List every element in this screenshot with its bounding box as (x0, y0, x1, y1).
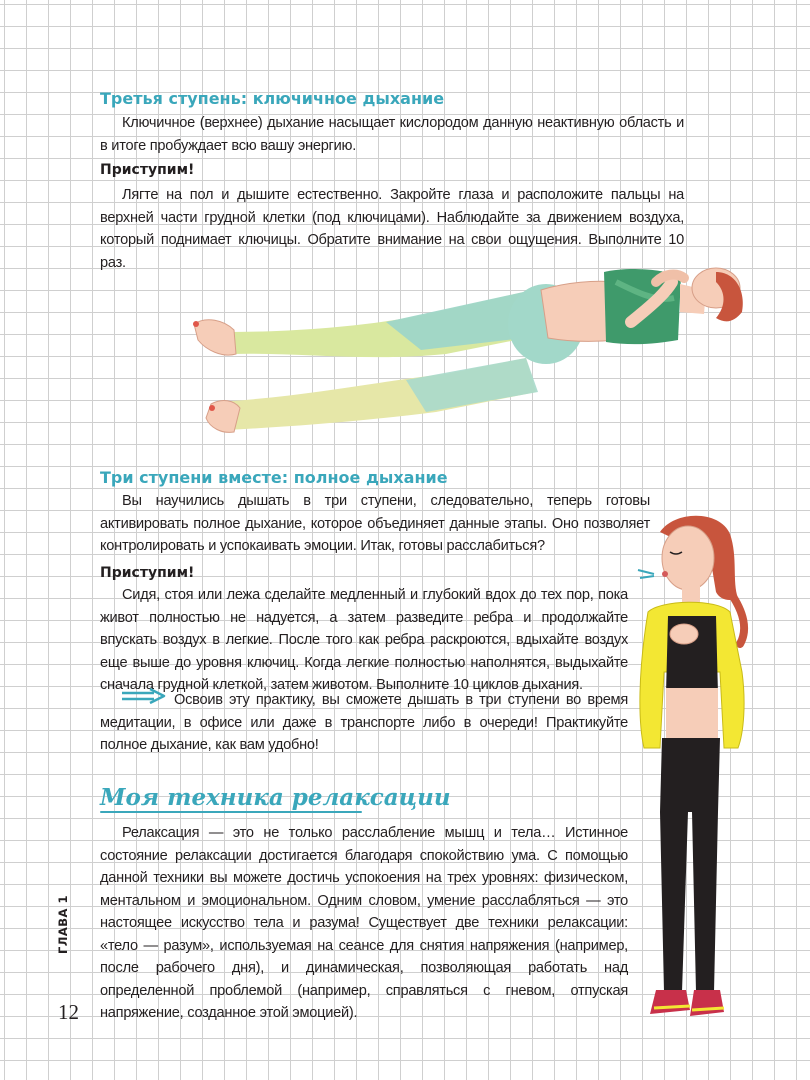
paragraph-full-breathing-intro: Вы научились дышать в три ступени, следовательно, теперь готовы активировать полное дыхание, которое объединяет данные этапы. Оно позволяет контролировать и успокаивать эмоции. Итак, готовы расслабиться? (100, 493, 650, 554)
paragraph-clavicular-intro: Ключичное (верхнее) дыхание насыщает кислородом данную неактивную область и в итоге пробуждает всю вашу энергию. (100, 115, 684, 154)
tip-paragraph: Освоив эту практику, вы сможете дышать в три ступени во время медитации, в офисе или даже в транспорте либо в очереди! Практикуйте полное дыхание, как вам удобно! (100, 692, 628, 753)
section-heading-full-breathing: Три ступени вместе: полное дыхание (100, 468, 448, 487)
paragraph-full-breathing-instructions: Сидя, стоя или лежа сделайте медленный и глубокий вдох до тех пор, пока живот полностью не надуется, а затем разведите ребра и продолжайте впускать воздух в легкие. После того как ребра раскроются, вдыхайте воздух еще выше до уровня ключиц. Когда легкие полностью наполнятся, выдыхайте сначала грудной клеткой, затем животом. Выполните 10 циклов дыхания. (100, 587, 628, 693)
page-number: 12 (58, 1000, 79, 1024)
subheading-lets-start-1: Приступим! (100, 162, 195, 178)
lying-woman-illustration (186, 262, 746, 442)
paragraph-clavicular-instructions: Лягте на пол и дышите естественно. Закройте глаза и расположите пальцы на верхней части грудной клетки (под ключицами). Наблюдайте за движением воздуха, который поднимает ключицы. Обратите внимание на свои ощущения. Выполните 10 раз. (100, 187, 684, 271)
title-underline (100, 811, 362, 813)
section-heading-clavicular: Третья ступень: ключичное дыхание (100, 89, 445, 108)
chapter-label: ГЛАВА 1 (56, 895, 70, 954)
script-title-relaxation: Моя техника релаксации (100, 784, 451, 811)
standing-woman-illustration (620, 512, 760, 1052)
paragraph-relaxation: Релаксация — это не только расслабление мышц и тела… Истинное состояние релаксации достигается благодаря спокойствию ума. С помощью данной техники вы можете достичь успокоения на трех уровнях: физическом, ментальном и эмоциональном. Одним словом, умение расслабляться — это настоящее искусство тела и разума! Существует две техники релаксации: «тело — разум», используемая на сеансе для снятия напряжения (например, после рабочего дня), и динамическая, позволяющая работать над определенной проблемой (например, справляться с гневом, отпуская напряжение, созданное этой эмоцией). (100, 825, 628, 1021)
subheading-lets-start-2: Приступим! (100, 565, 195, 581)
